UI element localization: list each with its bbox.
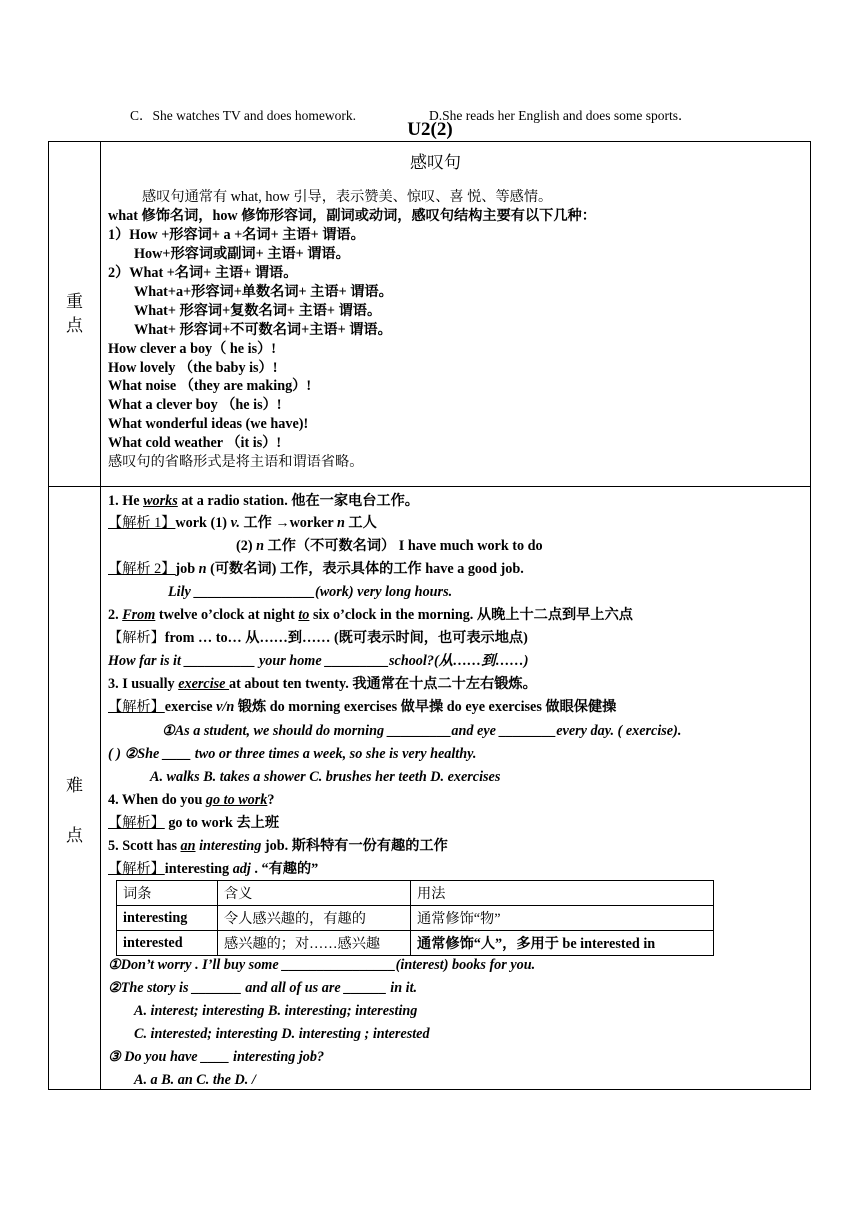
analysis-line <box>236 537 543 555</box>
analysis-line <box>108 698 616 716</box>
exercise-line: ③ Do you have ____ interesting job? <box>108 1049 325 1065</box>
choices-line: A. walks B. takes a shower C. brushes her teeth D. exercises <box>150 769 501 785</box>
text-line: How+形容词或副词+ 主语+ 谓语。 <box>134 246 350 262</box>
example-line: What wonderful ideas (we have)! <box>108 416 309 432</box>
text: v. <box>230 515 240 531</box>
analysis-tag: 【解析】 <box>108 630 165 646</box>
text: job <box>175 561 199 577</box>
label-gap <box>49 798 100 824</box>
text-line: 感叹句的省略形式是将主语和谓语省略。 <box>108 454 364 470</box>
text-line: What+ 形容词+不可数名词+主语+ 谓语。 <box>134 322 392 338</box>
column-divider <box>100 141 101 1090</box>
text: 5. Scott has <box>108 838 181 854</box>
text: 锻炼 do morning exercises 做早操 do eye exercises 做眼保健操 <box>234 699 617 715</box>
choices-line: C. interested; interesting D. interesting ; interested <box>134 1026 430 1042</box>
analysis-tag: 【解析】 <box>108 861 165 877</box>
text-line: 1）How +形容词+ a +名词+ 主语+ 谓语。 <box>108 227 365 243</box>
text: v/n <box>216 699 235 715</box>
text: exercise <box>164 699 217 715</box>
exercise-line: ①Don’t worry . I’ll buy some ________________(interest) books for you. <box>108 957 536 973</box>
analysis-tag: 【解析】 <box>108 699 165 715</box>
text: 工作 →worker <box>239 515 337 531</box>
text: 2. <box>108 607 123 623</box>
option-c: C．She watches TV and does homework. <box>130 108 356 123</box>
choices-line: A. interest; interesting B. interesting; interesting <box>134 1003 418 1019</box>
label-char-1: 难 <box>66 776 83 796</box>
highlight-word: go to work <box>205 792 268 808</box>
text: 4. When do you <box>108 792 206 808</box>
option-d: D.She reads her English and does some sports． <box>429 108 692 123</box>
example-line: What noise （they are making）! <box>108 378 312 394</box>
label-char-2: 点 <box>66 826 83 846</box>
row-divider <box>48 486 811 487</box>
analysis-tag: 【解析】 <box>108 815 165 831</box>
text: from … to… 从……到…… (既可表示时间，也可表示地点) <box>164 630 528 646</box>
section-heading: 感叹句 <box>410 153 461 173</box>
text: twelve o’clock at night <box>155 607 299 623</box>
item-4 <box>108 791 275 809</box>
text: (2) <box>236 538 257 554</box>
item-1 <box>108 492 419 510</box>
text-line: 2）What +名词+ 主语+ 谓语。 <box>108 265 298 281</box>
text: 工作（不可数名词） I have much work to do <box>263 538 543 554</box>
text: six o’clock in the morning. 从晚上十二点到早上六点 <box>309 607 633 623</box>
analysis-line <box>108 629 528 647</box>
text: at a radio station. 他在一家电台工作。 <box>177 493 419 509</box>
highlight-word: to <box>298 607 310 623</box>
text: (可数名词) 工作，表示具体的工作 have a good job. <box>206 561 524 577</box>
key-points-label <box>49 290 100 338</box>
text: work (1) <box>175 515 231 531</box>
table-header-cell: 用法 <box>411 881 714 906</box>
label-char-2: 点 <box>66 316 83 336</box>
example-line: How lovely （the baby is）! <box>108 360 278 376</box>
text: interesting <box>199 838 262 854</box>
analysis-line <box>108 814 279 832</box>
analysis-line <box>108 514 377 532</box>
text: n <box>198 561 207 577</box>
example-line: How clever a boy（ he is）! <box>108 341 276 357</box>
text: job. 斯科特有一份有趣的工作 <box>261 838 448 854</box>
text-line: what 修饰名词，how 修饰形容词，副词或动词，感叹句结构主要有以下几种： <box>108 208 596 224</box>
text: 3. I usually <box>108 676 179 692</box>
analysis-line <box>108 560 524 578</box>
table-row <box>117 906 714 931</box>
table-header-cell: 词条 <box>117 881 218 906</box>
item-5 <box>108 837 448 855</box>
table-header-cell: 含义 <box>218 881 411 906</box>
text: interesting <box>164 861 233 877</box>
word-usage-table <box>116 880 714 956</box>
text: . “有趣的” <box>250 861 319 877</box>
exercise-line: Lily _________________(work) very long hours. <box>168 584 453 600</box>
item-2 <box>108 606 633 624</box>
table-cell: 感兴趣的；对……感兴趣 <box>218 931 411 956</box>
item-3 <box>108 675 537 693</box>
analysis-line <box>108 860 318 878</box>
exercise-line: ( ) ②She ____ two or three times a week, so she is very healthy. <box>108 746 477 762</box>
text: n <box>256 538 264 554</box>
table-cell: 令人感兴趣的，有趣的 <box>218 906 411 931</box>
highlight-word: works <box>143 493 178 509</box>
table-cell: 通常修饰“物” <box>411 906 714 931</box>
page-title: U2(2) <box>407 119 453 140</box>
highlight-word: exercise <box>178 676 230 692</box>
table-cell: 通常修饰“人”，多用于 be interested in <box>411 931 714 956</box>
text: go to work 去上班 <box>164 815 280 831</box>
text: at about ten twenty. 我通常在十点二十左右锻炼。 <box>229 676 537 692</box>
exercise-line: ①As a student, we should do morning _________and eye ________every day. ( exercise). <box>162 723 682 739</box>
example-line: What cold weather （it is）! <box>108 435 282 451</box>
table-cell: interesting <box>117 906 218 931</box>
exercise-line: How far is it __________ your home _________school?(从……到……) <box>108 653 529 669</box>
highlight-word: an <box>180 838 196 854</box>
exercise-line: ②The story is _______ and all of us are ______ in it. <box>108 980 418 996</box>
example-line: What a clever boy （he is）! <box>108 397 282 413</box>
text: ? <box>267 792 275 808</box>
text: n <box>336 515 345 531</box>
choices-line: A. a B. an C. the D. / <box>134 1072 256 1088</box>
text-line: What+a+形容词+单数名词+ 主语+ 谓语。 <box>134 284 393 300</box>
text: 工人 <box>344 515 377 531</box>
table-row <box>117 931 714 956</box>
table-row <box>117 881 714 906</box>
text-line: 感叹句通常有 what, how 引导，表示赞美、惊叹、喜 悦、等感情。 <box>142 189 553 205</box>
highlight-word: From <box>122 607 156 623</box>
text-line: What+ 形容词+复数名词+ 主语+ 谓语。 <box>134 303 382 319</box>
analysis-tag: 【解析 2】 <box>108 561 176 577</box>
difficult-points-label <box>49 774 100 848</box>
analysis-tag: 【解析 1】 <box>108 515 176 531</box>
label-char-1: 重 <box>66 292 83 312</box>
table-cell: interested <box>117 931 218 956</box>
text: adj <box>232 861 251 877</box>
text: 1. He <box>108 493 144 509</box>
